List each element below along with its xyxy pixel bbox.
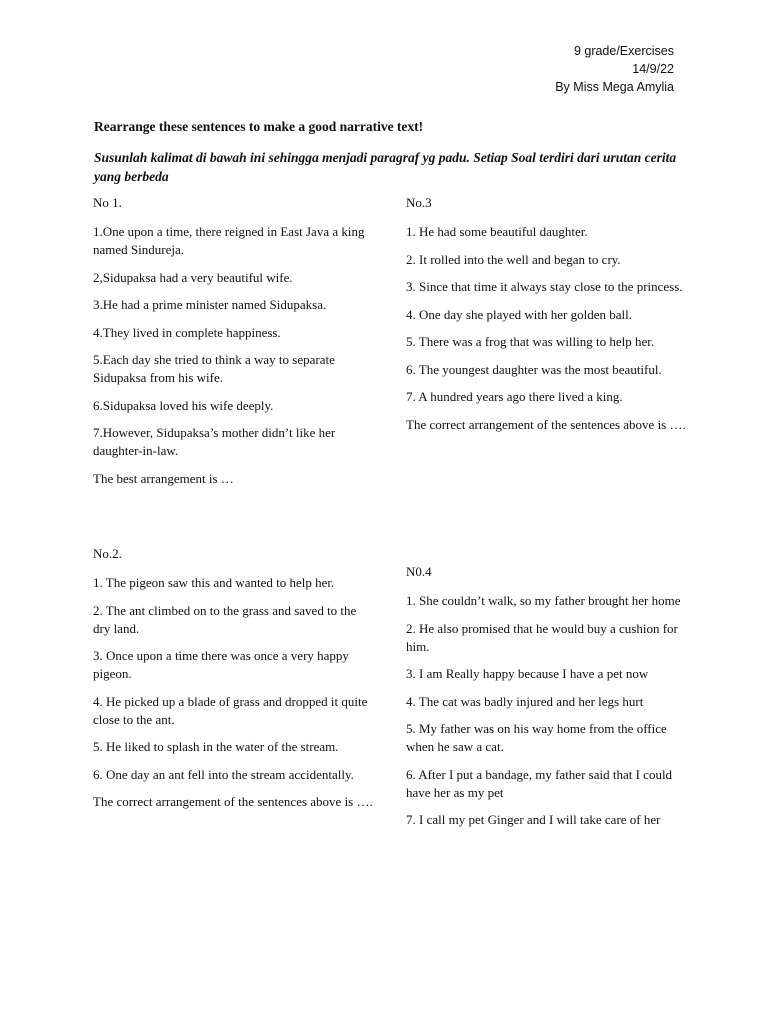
exercise-2-sentence: 6. One day an ant fell into the stream accidentally. [93, 766, 354, 782]
exercise-1-closing: The best arrangement is … [93, 470, 234, 486]
exercise-3-sentence: 7. A hundred years ago there lived a king. [406, 389, 623, 404]
exercise-4-sentence: 4. The cat was badly injured and her legs hurt [406, 693, 644, 709]
instruction-title: Rearrange these sentences to make a good narrative text! [94, 119, 424, 134]
exercise-4-sentence: 1. She couldn’t walk, so my father brought her home [406, 593, 681, 608]
instruction-subtitle: Susunlah kalimat di bawah ini sehingga menjadi paragraf yg padu. Setiap Soal terdiri dari urutan cerita yang berbeda [94, 150, 677, 184]
exercise-1-heading: No 1. [93, 195, 122, 210]
exercise-3-sentence: 3. Since that time it always stay close to the princess. [406, 279, 683, 294]
exercise-1-sentence: 1.One upon a time, there reigned in East Java a king named Sindureja. [93, 224, 365, 257]
exercise-1-sentence: 2,Sidupaksa had a very beautiful wife. [93, 269, 293, 285]
exercise-4 [406, 563, 686, 839]
exercise-4-sentence: 7. I call my pet Ginger and I will take care of her [406, 812, 661, 827]
exercise-4-sentence: 2. He also promised that he would buy a cushion for him. [406, 620, 678, 654]
exercise-4-heading: N0.4 [406, 564, 432, 579]
exercise-2-sentence: 3. Once upon a time there was once a very happy pigeon. [93, 648, 349, 681]
exercise-2-sentence: 1. The pigeon saw this and wanted to help her. [93, 575, 335, 590]
exercise-3-sentence: 1. He had some beautiful daughter. [406, 224, 588, 239]
exercise-3-sentence: 2. It rolled into the well and began to cry. [406, 251, 621, 267]
exercise-2-sentence: 4. He picked up a blade of grass and dropped it quite close to the ant. [93, 693, 368, 727]
exercise-1-sentence: 3.He had a prime minister named Sidupaksa. [93, 297, 327, 312]
exercise-4-sentence: 3. I am Really happy because I have a pet now [406, 666, 649, 681]
exercise-3-sentence: 6. The youngest daughter was the most beautiful. [406, 361, 662, 377]
exercise-3-heading: No.3 [406, 195, 432, 210]
date-label: 14/9/22 [632, 62, 674, 76]
exercise-2-sentence: 5. He liked to splash in the water of the stream. [93, 739, 339, 754]
exercise-3 [406, 194, 686, 443]
author-label: By Miss Mega Amylia [555, 80, 674, 94]
exercise-3-sentence: 4. One day she played with her golden ball. [406, 306, 632, 322]
exercise-1-sentence: 6.Sidupaksa loved his wife deeply. [93, 397, 274, 413]
exercise-2-sentence: 2. The ant climbed on to the grass and saved to the dry land. [93, 602, 357, 636]
exercise-4-sentence: 6. After I put a bandage, my father said that I could have her as my pet [406, 766, 673, 800]
exercise-2 [93, 545, 373, 821]
exercise-4-sentence: 5. My father was on his way home from the office when he saw a cat. [406, 721, 667, 754]
document-header [555, 42, 674, 96]
exercise-2-closing: The correct arrangement of the sentences above is …. [93, 794, 373, 809]
exercise-1-sentence: 5.Each day she tried to think a way to separate Sidupaksa from his wife. [93, 352, 335, 385]
exercise-2-heading: No.2. [93, 546, 122, 561]
exercise-3-sentence: 5. There was a frog that was willing to help her. [406, 334, 655, 349]
grade-label: 9 grade/Exercises [573, 44, 674, 58]
exercise-1-sentence: 4.They lived in complete happiness. [93, 324, 281, 340]
exercise-3-closing: The correct arrangement of the sentences above is …. [406, 416, 686, 432]
exercise-1-sentence: 7.However, Sidupaksa’s mother didn’t like her daughter-in-law. [93, 425, 336, 458]
exercise-1 [93, 194, 373, 497]
